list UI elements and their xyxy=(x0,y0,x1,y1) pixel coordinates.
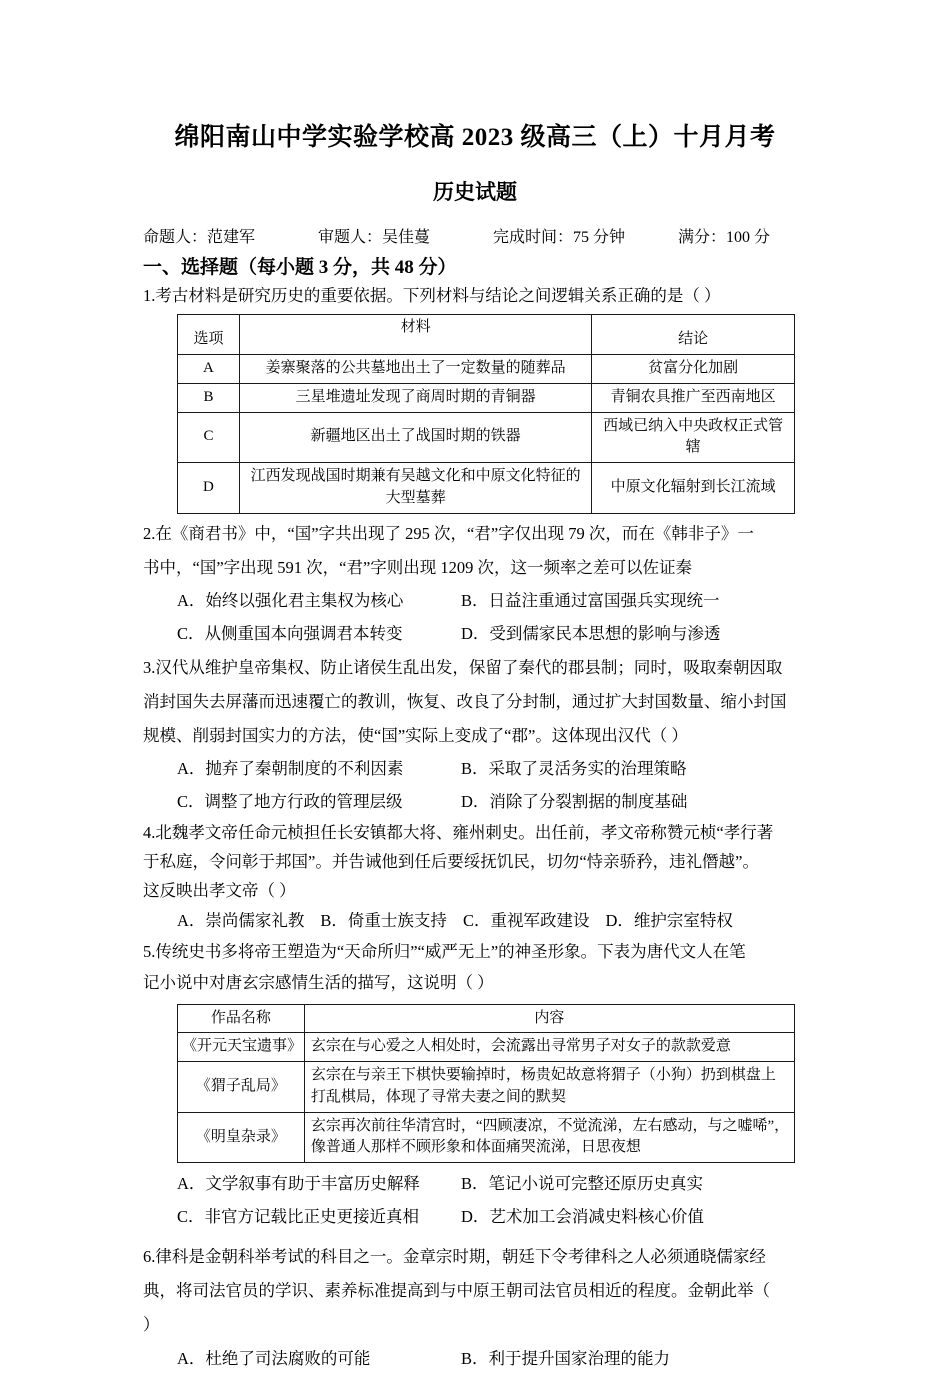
table-row xyxy=(178,1004,795,1033)
question-5-options xyxy=(143,1167,807,1233)
table-row xyxy=(178,355,795,384)
cell-option: C xyxy=(178,412,240,463)
question-4-option-a[interactable]: A．崇尚儒家礼教 xyxy=(177,910,305,930)
question-6-options xyxy=(143,1342,807,1375)
table-row xyxy=(178,383,795,412)
question-2-stem-line-1: 2.在《商君书》中，“国”字共出现了 295 次，“君”字仅出现 79 次，而在《韩非子》一 xyxy=(143,523,754,543)
question-5-options-row-1 xyxy=(143,1167,807,1200)
table-row xyxy=(178,1112,795,1163)
page-title: 绵阳南山中学实验学校高 2023 级高三（上）十月月考 xyxy=(174,124,776,151)
table-header-work-name: 作品名称 xyxy=(178,1004,305,1033)
question-3-stem-line-3: 规模、削弱封国实力的方法，使“国”实际上变成了“郡”。这体现出汉代（ ） xyxy=(143,726,688,746)
question-3-options-row-2 xyxy=(143,785,807,818)
cell-material: 江西发现战国时期兼有吴越文化和中原文化特征的大型墓葬 xyxy=(239,463,591,514)
meta-reviewer: 审题人：吴佳蔓 xyxy=(318,228,431,246)
question-5-options-row-2 xyxy=(143,1200,807,1233)
question-2-option-c[interactable]: C．从侧重国本向强调君本转变 xyxy=(177,623,403,643)
question-3-option-d[interactable]: D．消除了分裂割据的制度基础 xyxy=(461,792,688,812)
question-6-option-b[interactable]: B．利于提升国家治理的能力 xyxy=(461,1348,671,1368)
question-2-stem-line-2: 书中，“国”字出现 591 次，“君”字则出现 1209 次，这一频率之差可以佐证秦 xyxy=(143,557,693,577)
question-1-table xyxy=(177,314,795,514)
question-6-stem-line-2: 典，将司法官员的学识、素养标准提高到与中原王朝司法官员相近的程度。金朝此举（ xyxy=(143,1281,770,1301)
meta-duration: 完成时间：75 分钟 xyxy=(493,228,626,246)
question-2-options-row-1 xyxy=(143,584,807,617)
question-3-options-row-1 xyxy=(143,752,807,785)
question-4-option-c[interactable]: C．重视军政建设 xyxy=(462,910,590,930)
question-2-option-d[interactable]: D．受到儒家民本思想的影响与渗透 xyxy=(461,623,721,643)
question-6-option-a[interactable]: A．杜绝了司法腐败的可能 xyxy=(177,1348,371,1368)
cell-work-name: 《明皇杂录》 xyxy=(178,1112,305,1163)
table-row xyxy=(178,412,795,463)
cell-material: 姜寨聚落的公共墓地出土了一定数量的随葬品 xyxy=(239,355,591,384)
question-2-option-b[interactable]: B．日益注重通过富国强兵实现统一 xyxy=(461,590,720,610)
cell-option: B xyxy=(178,383,240,412)
question-6-stem-line-3: ） xyxy=(143,1315,160,1335)
question-3-options xyxy=(143,752,807,818)
question-4-stem-line-3: 这反映出孝文帝（ ） xyxy=(143,880,296,900)
question-5-option-c[interactable]: C．非官方记载比正史更接近真相 xyxy=(177,1207,420,1227)
question-4-options xyxy=(143,905,807,937)
question-2-options xyxy=(143,584,807,650)
table-row xyxy=(178,315,795,355)
table-header-material: 材料 xyxy=(239,315,591,355)
question-2-options-row-2 xyxy=(143,617,807,650)
question-3-stem-line-2: 消封国失去屏藩而迅速覆亡的教训，恢复、改良了分封制，通过扩大封国数量、缩小封国 xyxy=(143,692,787,712)
cell-material: 三星堆遗址发现了商周时期的青铜器 xyxy=(239,383,591,412)
page-content xyxy=(143,0,807,1375)
question-2-option-a[interactable]: A．始终以强化君主集权为核心 xyxy=(177,590,404,610)
table-row xyxy=(178,1033,795,1062)
question-4-stem-line-2: 于私庭，令问彰于邦国”。并告诫他到任后要绥抚饥民，切勿“恃亲骄矜，违礼僭越”。 xyxy=(143,852,759,872)
exam-meta-line xyxy=(143,226,807,250)
question-3-option-a[interactable]: A．抛弃了秦朝制度的不利因素 xyxy=(177,759,404,779)
question-3-option-b[interactable]: B．采取了灵活务实的治理策略 xyxy=(461,759,687,779)
cell-material: 新疆地区出土了战国时期的铁器 xyxy=(239,412,591,463)
question-5-table xyxy=(177,1004,795,1164)
cell-work-name: 《猬子乱局》 xyxy=(178,1062,305,1113)
question-5-option-d[interactable]: D．艺术加工会消减史料核心价值 xyxy=(461,1207,704,1227)
question-5-option-a[interactable]: A．文学叙事有助于丰富历史解释 xyxy=(177,1174,420,1194)
question-6-options-row-1 xyxy=(143,1342,807,1375)
question-5-option-b[interactable]: B．笔记小说可完整还原历史真实 xyxy=(461,1174,704,1194)
table-header-option: 选项 xyxy=(178,315,240,355)
table-header-content: 内容 xyxy=(304,1004,794,1033)
question-3-stem-line-1: 3.汉代从维护皇帝集权、防止诸侯生乱出发，保留了秦代的郡县制；同时，吸取秦朝因取 xyxy=(143,657,783,677)
cell-conclusion: 西域已纳入中央政权正式管辖 xyxy=(592,412,795,463)
question-4-option-b[interactable]: B．倚重士族支持 xyxy=(320,910,447,930)
cell-content: 玄宗在与亲王下棋快要输掉时，杨贵妃故意将猬子（小狗）扔到棋盘上打乱棋局，体现了寻常夫妻之间的默契 xyxy=(304,1062,794,1113)
question-5-stem-line-2: 记小说中对唐玄宗感情生活的描写，这说明（ ） xyxy=(143,973,494,993)
meta-author: 命题人：范建军 xyxy=(143,228,256,246)
cell-conclusion: 贫富分化加剧 xyxy=(592,355,795,384)
table-row xyxy=(178,1062,795,1113)
page-subtitle: 历史试题 xyxy=(433,179,517,204)
question-5-stem-line-1: 5.传统史书多将帝王塑造为“天命所归”“威严无上”的神圣形象。下表为唐代文人在笔 xyxy=(143,941,746,961)
cell-conclusion: 青铜农具推广至西南地区 xyxy=(592,383,795,412)
cell-content: 玄宗在与心爱之人相处时，会流露出寻常男子对女子的款款爱意 xyxy=(304,1033,794,1062)
table-row xyxy=(178,463,795,514)
question-1-stem: 1.考古材料是研究历史的重要依据。下列材料与结论之间逻辑关系正确的是（ ） xyxy=(143,286,721,306)
question-4-stem-line-1: 4.北魏孝文帝任命元桢担任长安镇都大将、雍州刺史。出任前，孝文帝称赞元桢“孝行著 xyxy=(143,823,774,843)
cell-option: D xyxy=(178,463,240,514)
question-4-option-d[interactable]: D．维护宗室特权 xyxy=(605,910,733,930)
question-6-stem-line-1: 6.律科是金朝科举考试的科目之一。金章宗时期，朝廷下令考律科之人必须通晓儒家经 xyxy=(143,1247,766,1267)
cell-work-name: 《开元天宝遗事》 xyxy=(178,1033,305,1062)
cell-content: 玄宗再次前往华清宫时，“四顾凄凉，不觉流涕，左右感动，与之嘘唏”，像普通人那样不顾形象和体面痛哭流涕，日思夜想 xyxy=(304,1112,794,1163)
cell-conclusion: 中原文化辐射到长江流域 xyxy=(592,463,795,514)
table-header-conclusion: 结论 xyxy=(592,315,795,355)
section-heading-multiple-choice: 一、选择题（每小题 3 分，共 48 分） xyxy=(143,256,457,278)
question-3-option-c[interactable]: C．调整了地方行政的管理层级 xyxy=(177,792,403,812)
cell-option: A xyxy=(178,355,240,384)
meta-total-score: 满分：100 分 xyxy=(678,228,771,246)
